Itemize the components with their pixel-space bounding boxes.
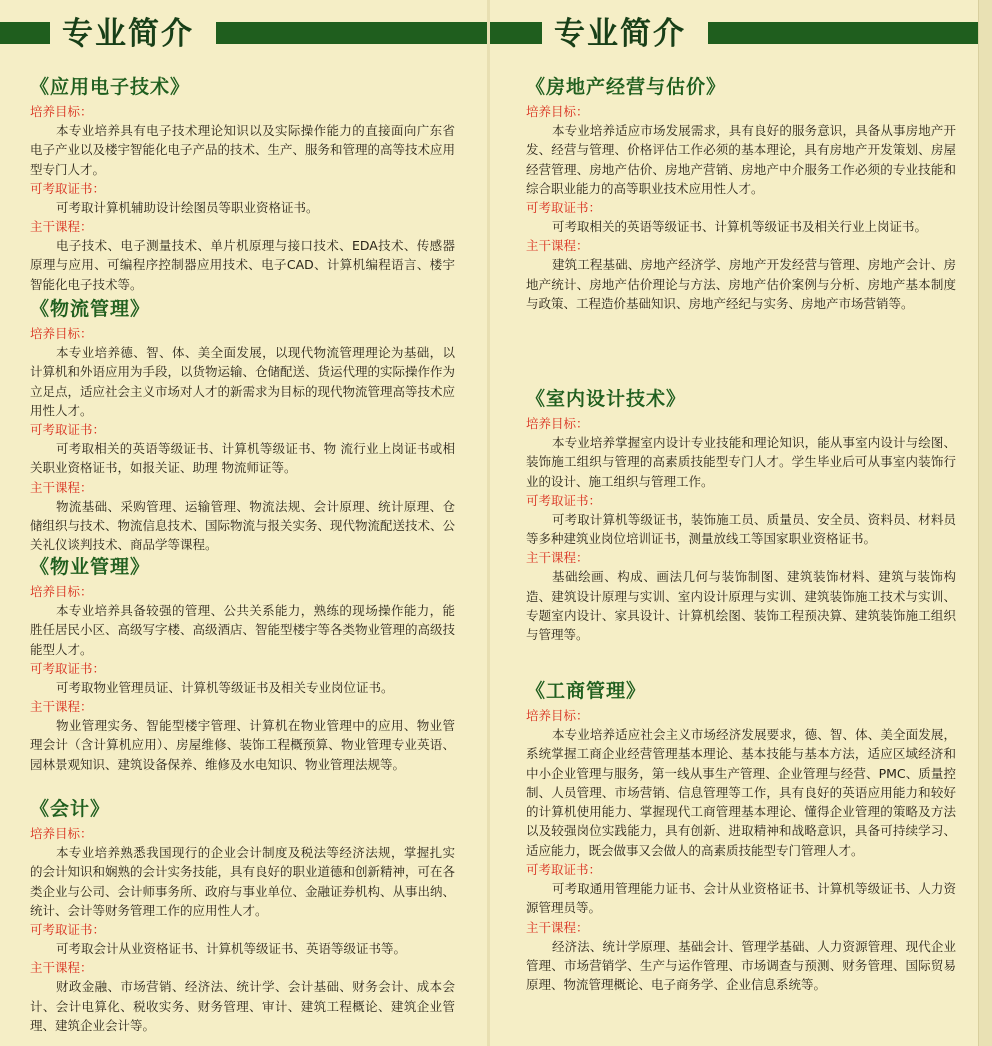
goal-label: 培养目标： (30, 104, 93, 119)
section-title: 《房地产经营与估价》 (526, 76, 727, 98)
section-title: 《应用电子技术》 (30, 76, 191, 98)
cert-text: 可考取通用管理能力证书、会计从业资格证书、计算机等级证书、人力资源管理员等。 (526, 881, 956, 916)
banner-bar-right-stub (490, 22, 542, 44)
section-title: 《物流管理》 (30, 298, 151, 320)
section-real-estate (526, 72, 956, 313)
goal-label: 培养目标： (30, 826, 93, 841)
section-title: 《物业管理》 (30, 556, 151, 578)
cert-label: 可考取证书： (30, 660, 106, 676)
goal-text: 本专业培养适应市场发展需求，具有良好的服务意识，具备从事房地产开发、经营与管理、价格评估工作必须的基本理论，具有房地产开发策划、房屋经营管理、房地产估价、房地产营销、房地产中介服务工作必须的专业技能和综合职业能力的高等职业技术应用性人才。 (526, 123, 956, 196)
goal-label: 培养目标： (30, 326, 93, 341)
goal-text: 本专业培养具备较强的管理、公共关系能力，熟练的现场操作能力，能胜任居民小区、高级写字楼、高级酒店、智能型楼宇等各类物业管理的高级技能型人才。 (30, 603, 456, 657)
cert-label: 可考取证书： (30, 422, 106, 438)
banner-bar-right-long (708, 22, 978, 44)
course-text: 物业管理实务、智能型楼宇管理、计算机在物业管理中的应用、物业管理会计（含计算机应用）、房屋维修、装饰工程概预算、物业管理专业英语、园林景观知识、建筑设备保养、维修及水电知识、物业管理法规等。 (30, 718, 455, 772)
cert-text: 可考取相关的英语等级证书、计算机等级证书、物 流行业上岗证书或相关职业资格证书，如报关证、助理 物流师证等。 (30, 441, 455, 476)
right-panel (490, 0, 978, 1046)
cert-label: 可考取证书： (526, 492, 602, 508)
left-panel (0, 0, 488, 1046)
cert-text: 可考取物业管理员证、计算机等级证书及相关专业岗位证书。 (56, 679, 394, 695)
course-label: 主干课程： (30, 960, 93, 976)
course-label: 主干课程： (30, 219, 93, 235)
section-interior-design (526, 384, 956, 645)
section-title: 《工商管理》 (526, 680, 647, 702)
goal-label: 培养目标： (526, 104, 589, 119)
cert-label: 可考取证书： (526, 862, 602, 878)
section-property-management (30, 552, 455, 774)
course-text: 电子技术、电子测量技术、单片机原理与接口技术、EDA技术、传感器原理与应用、可编程序控制器应用技术、电子CAD、计算机编程语言、楼宇智能化电子技术等。 (30, 238, 455, 292)
right-panel-title: 专业简介 (554, 16, 686, 52)
cert-text: 可考取计算机等级证书，装饰施工员、质量员、安全员、资料员、材料员等多种建筑业岗位培训证书，测量放线工等国家职业资格证书。 (526, 511, 956, 547)
goal-label: 培养目标： (526, 708, 589, 723)
course-text: 物流基础、采购管理、运输管理、物流法规、会计原理、统计原理、仓储组织与技术、物流信息技术、国际物流与报关实务、现代物流配送技术、公关礼仪谈判技术、商品学等课程。 (30, 498, 456, 553)
goal-text: 本专业培养适应社会主义市场经济发展要求，德、智、体、美全面发展，系统掌握工商企业经营管理基本理论、基本技能与基本方法，适应区域经济和中小企业管理与服务，第一线从事生产管理、企业管理与经营、PMC、质量控制、人员管理、市场营销、信息管理等工作，具有良好的英语应用能力和较好的计算机使用能力、掌握现代工商管理基本理论、懂得企业管理的策略及方法以及较强岗位实践能力，具有创新、进取精神和战略意识，具备可持续学习、适应能力，既会做事又会做人的高素质技能型专门管理人才。 (526, 727, 956, 858)
goal-label: 培养目标： (30, 584, 93, 599)
banner-bar-left-stub (0, 22, 50, 44)
course-text: 建筑工程基础、房地产经济学、房地产开发经营与管理、房地产会计、房地产统计、房地产估价理论与方法、房地产估价案例与分析、房地产基本制度与政策、工程造价基础知识、房地产经纪与实务、房地产市场营销等。 (526, 257, 956, 312)
right-banner (490, 14, 978, 54)
section-title: 《会计》 (30, 798, 111, 820)
course-text: 基础绘画、构成、画法几何与装饰制图、建筑装饰材料、建筑与装饰构造、建筑设计原理与实训、室内设计原理与实训、建筑装饰施工技术与实训、专题室内设计、家具设计、计算机绘图、装饰工程预决算、建筑装饰施工组织与管理等。 (526, 569, 956, 643)
course-label: 主干课程： (526, 550, 589, 566)
goal-text: 本专业培养具有电子技术理论知识以及实际操作能力的直接面向广东省电子产业以及楼宇智能化电子产品的技术、生产、服务和管理的高等技术应用型专门人才。 (30, 123, 456, 177)
goal-label: 培养目标： (526, 416, 589, 431)
cert-text: 可考取计算机辅助设计绘图员等职业资格证书。 (56, 199, 319, 215)
cert-text: 可考取相关的英语等级证书、计算机等级证书及相关行业上岗证书。 (552, 219, 928, 235)
section-title: 《室内设计技术》 (526, 388, 687, 410)
course-text: 经济法、统计学原理、基础会计、管理学基础、人力资源管理、现代企业管理、市场营销学、生产与运作管理、市场调查与预测、财务管理、国际贸易原理、物流管理概论、电子商务学、企业信息系统等。 (526, 938, 956, 993)
page-edge (978, 0, 992, 1046)
section-accounting (30, 794, 455, 1035)
section-business-administration (526, 676, 956, 995)
section-applied-electronics (30, 72, 455, 294)
left-panel-title: 专业简介 (62, 16, 194, 52)
cert-label: 可考取证书： (30, 922, 106, 938)
course-text: 财政金融、市场营销、经济法、统计学、会计基础、财务会计、成本会计、会计电算化、税收实务、财务管理、审计、建筑工程概论、建筑企业管理、建筑企业会计等。 (30, 979, 455, 1034)
course-label: 主干课程： (526, 919, 589, 935)
cert-label: 可考取证书： (526, 200, 602, 216)
cert-text: 可考取会计从业资格证书、计算机等级证书、英语等级证书等。 (56, 941, 407, 957)
goal-text: 本专业培养掌握室内设计专业技能和理论知识，能从事室内设计与绘图、装饰施工组织与管理的高素质技能型专门人才。学生毕业后可从事室内装饰行业的设计、施工组织与管理工作。 (526, 435, 956, 489)
banner-bar-left-long (216, 22, 488, 44)
goal-text: 本专业培养熟悉我国现行的企业会计制度及税法等经济法规，掌握扎实的会计知识和娴熟的会计实务技能，具有良好的职业道德和创新精神，可在各类企业与公司、会计师事务所、政府与事业单位、金融证券机构、从事出纳、统计、会计等财务管理工作的应用性人才。 (30, 845, 456, 918)
section-logistics (30, 294, 455, 555)
course-label: 主干课程： (526, 238, 589, 254)
course-label: 主干课程： (30, 479, 93, 495)
goal-text: 本专业培养德、智、体、美全面发展，以现代物流管理理论为基础，以计算机和外语应用为手段，以货物运输、仓储配送、货运代理的实际操作作为立足点，适应社会主义市场对人才的新需求为目标的现代物流管理高等技术应用性人才。 (30, 345, 456, 418)
left-banner (0, 14, 488, 54)
cert-label: 可考取证书： (30, 180, 106, 196)
course-label: 主干课程： (30, 699, 93, 715)
